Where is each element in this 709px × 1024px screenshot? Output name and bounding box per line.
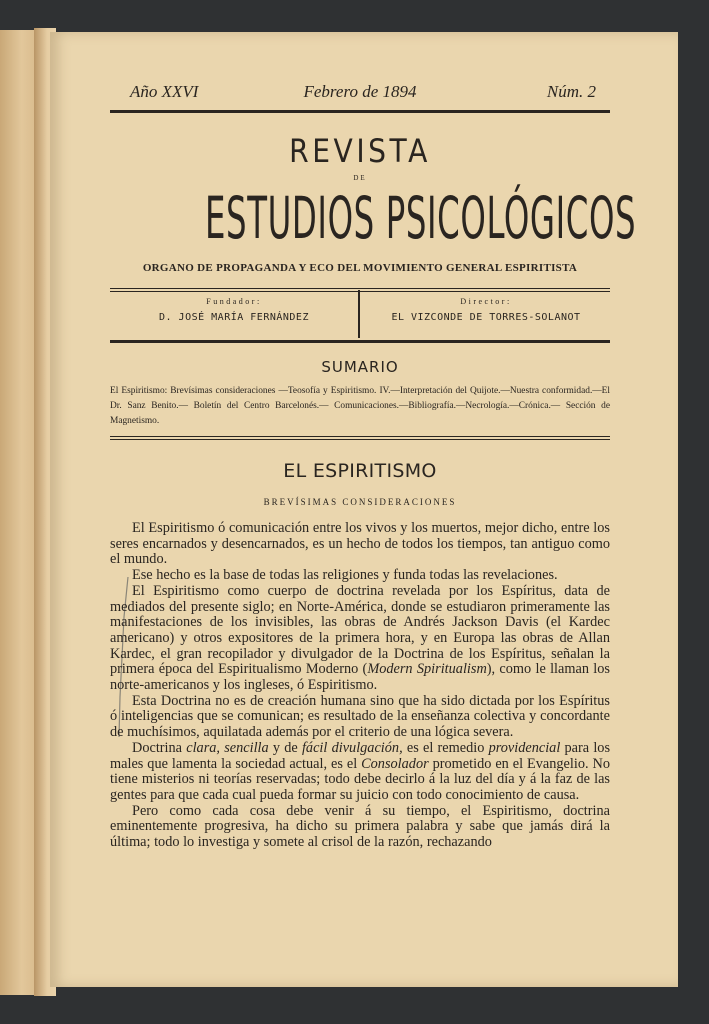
paragraph-2: Ese hecho es la base de todas las religiones y funda todas las revelaciones. (132, 567, 558, 584)
founder-name: D. JOSÉ MARÍA FERNÁNDEZ (159, 312, 309, 323)
paragraph-3-italic: Modern Spiritualism (367, 661, 487, 678)
paragraph-5 (110, 741, 610, 804)
paragraph-3 (110, 584, 610, 694)
header-rule (110, 110, 610, 113)
masthead-subtitle: ORGANO DE PROPAGANDA Y ECO DEL MOVIMIENTO GENERAL ESPIRITISTA (142, 262, 578, 274)
director-label: Director: (460, 297, 512, 306)
founder-label: Fundador: (206, 297, 262, 306)
paragraph-5-text-c: es el remedio (402, 739, 489, 756)
paragraph-3-text-b: ), como le llaman los norte-americanos y los ingleses, ó Espiritismo. (110, 661, 610, 694)
paragraph-1: El Espiritismo ó comunicación entre los vivos y los muertos, mejor dicho, entre los seres encarnados y desencarnados, es un hecho de todos los tiempos, tan antiguo como el mundo. (110, 520, 610, 568)
director-name: EL VIZCONDE DE TORRES-SOLANOT (391, 312, 581, 323)
paragraph-5-italic-1: clara, sencilla (186, 739, 269, 756)
paragraph-6: Pero como cada cosa debe venir á su tiempo, el Espiritismo, doctrina eminentemente progresiva, ha dicho su primera palabra y sabe que jamás dirá la última; todo lo investiga y somete al crisol de la razón, rechazando (110, 802, 610, 851)
staff-box (110, 290, 610, 344)
issue-number: Núm. 2 (546, 82, 596, 101)
paragraph-4: Esta Doctrina no es de creación humana sino que ha sido dictada por los Espíritus ó inteligencias que se comunican; es resultado de la enseñanza colectiva y concordante de muchísimos, aquilatada además por el criterio de una lógica severa. (110, 692, 610, 741)
summary-rule-2 (110, 439, 610, 440)
summary-title: SUMARIO (321, 358, 399, 376)
staff-bottom-rule (110, 340, 610, 343)
staff-divider (358, 290, 360, 338)
paragraph-5-italic-4: Consolador (361, 755, 429, 772)
journal-page (50, 32, 678, 987)
paragraph-3-text-a: El Espiritismo como cuerpo de doctrina revelada por los Espíritus, data de mediados del presente siglo; en Norte-América, donde se estudiaron primeramente las manifestaciones de los invisibles, las obras de Andrés Jackson Davis (el Kardec americano) y otros expositores de la primera hora, y en Europa las obras de Allan Kardec, el gran recopilador y divulgador de la Doctrina de los Espíritus, señalan la primera época del Espiritualismo Moderno ( (110, 582, 610, 678)
article-title: EL ESPIRITISMO (283, 460, 437, 482)
founder-block (110, 290, 358, 323)
paragraph-5-text-b: y de (268, 739, 302, 756)
article-body (110, 521, 610, 851)
masthead-de: DE (353, 174, 367, 182)
paragraph-5-text-a: Doctrina (132, 739, 187, 756)
issue-year: Año XXVI (130, 82, 199, 101)
masthead-title: ESTUDIOS PSICOLÓGICOS (205, 184, 637, 252)
staff-top-rule (110, 288, 610, 289)
paragraph-5-text-d: para los males que lamenta la sociedad actual, es el (110, 739, 611, 772)
article-subtitle: BREVÍSIMAS CONSIDERACIONES (263, 497, 457, 507)
paragraph-5-italic-3: providencial (488, 739, 561, 756)
summary-text: El Espiritismo: Brevísimas consideraciones —Teosofía y Espiritismo. IV.—Interpretación del Quijote.—Nuestra conformidad.—El Dr. Sanz Benito.— Boletín del Centro Barcelonés.— Comunicaciones.—Bibliografía.—Necrología.—Crónica.— Sección de Magnetismo. (110, 386, 610, 426)
paragraph-5-italic-2: fácil divulgación, (301, 739, 403, 756)
masthead-revista: REVISTA (289, 132, 431, 170)
paragraph-5-text-e: prometido en el Evangelio. No tiene misterios ni teorías reservadas; todo debe decirlo á la luz del día y á la faz de las gentes para que cada cual pueda formar su juicio con todo conocimiento de causa. (110, 755, 610, 803)
issue-date: Febrero de 1894 (303, 82, 417, 101)
director-block (362, 290, 610, 323)
summary-rule (110, 436, 610, 437)
